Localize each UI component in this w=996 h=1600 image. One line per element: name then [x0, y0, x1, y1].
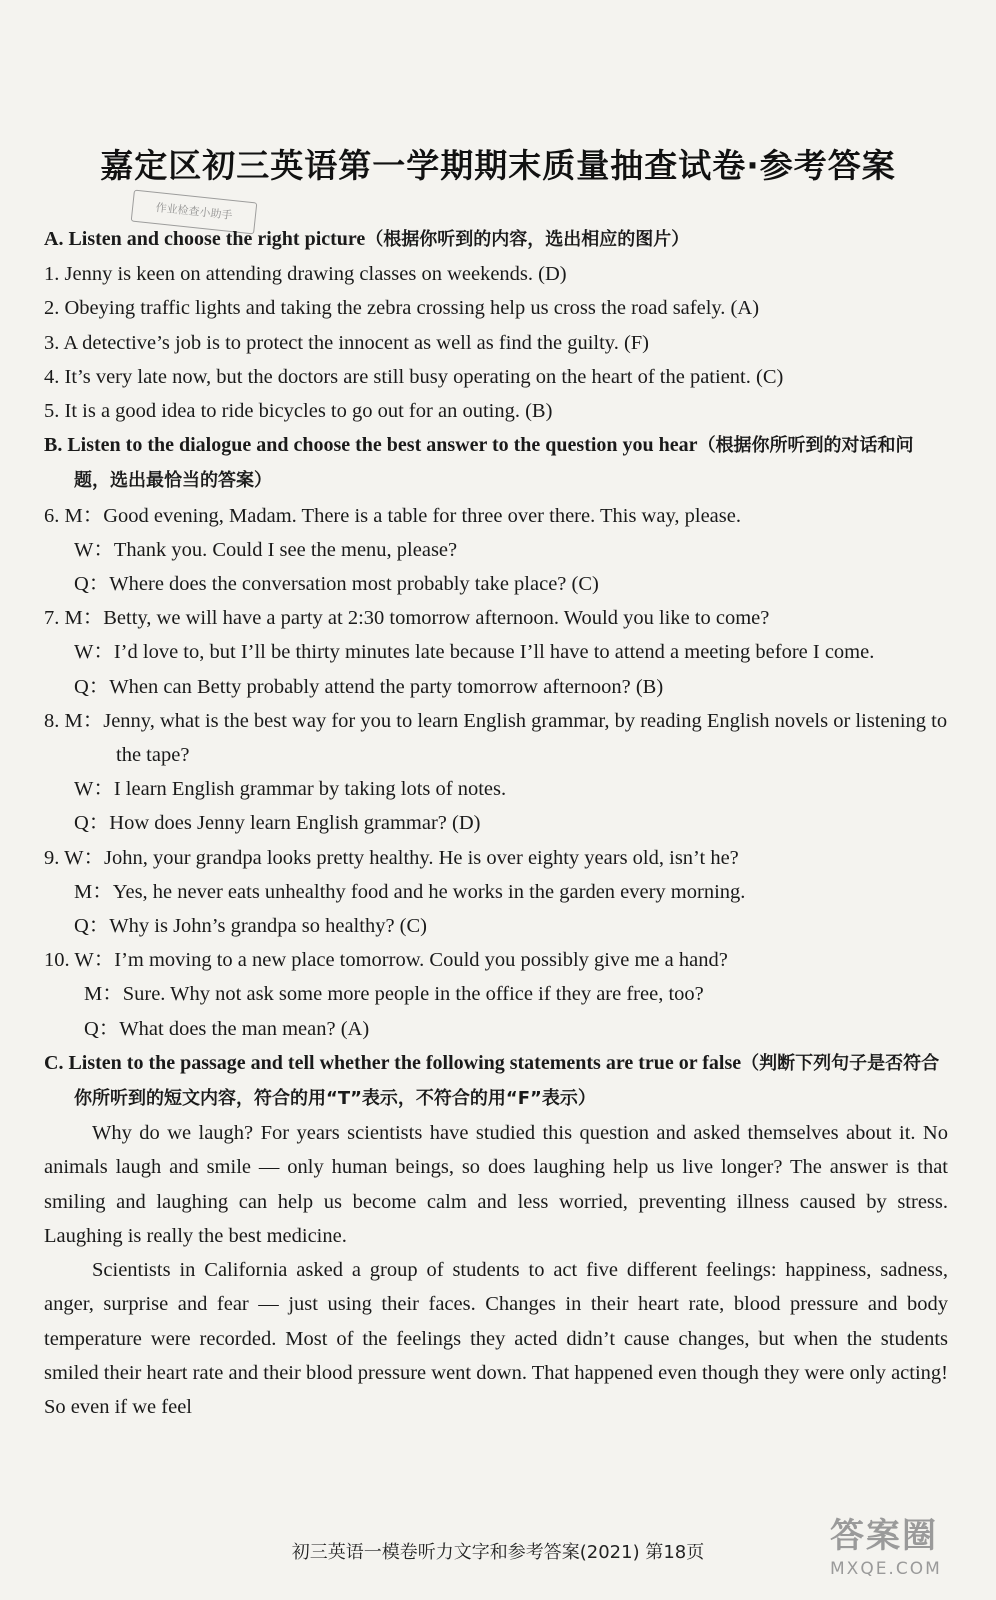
- stamp: 作业检查小助手: [131, 190, 258, 235]
- list-item: 2. Obeying traffic lights and taking the zebra crossing help us cross the road safely. (A): [44, 297, 760, 320]
- item-number: 8.: [44, 709, 60, 732]
- section-a-heading: A. Listen and choose the right picture（根据你听到的内容，选出相应的图片）: [44, 228, 690, 250]
- dialogue-line: W：I learn English grammar by taking lots of notes.: [74, 778, 507, 801]
- item-number: 9.: [44, 846, 60, 869]
- list-item: 3. A detective’s job is to protect the innocent as well as find the guilty. (F): [44, 331, 650, 354]
- list-item: 5. It is a good idea to ride bicycles to go out for an outing. (B): [44, 400, 553, 423]
- watermark-logo: 答案圈 MXQE.COM: [830, 1516, 942, 1579]
- dialogue-line: W：Thank you. Could I see the menu, please?: [74, 538, 458, 561]
- section-c-heading: C. Listen to the passage and tell whether the following statements are true or false（判断下列句子是否符合你所听到的短文内容，符合的用“T”表示，不符合的用“F”表示）: [44, 1051, 940, 1110]
- page-footer: 初三英语一模卷听力文字和参考答案(2021) 第18页: [291, 1542, 705, 1563]
- dialogue-line: M：Jenny, what is the best way for you to learn English grammar, by reading English novels or listening to the tape?: [64, 709, 948, 767]
- dialogue-item: [44, 841, 948, 944]
- dialogue-line: Q：What does the man mean? (A): [84, 1017, 370, 1040]
- passage-paragraph: Scientists in California asked a group of students to act five different feelings: happiness, sadness, anger, surprise and fear — just using their faces. Changes in their heart rate, blood pressure and body temperature were recorded. Most of the feelings they acted didn’t cause changes, but when the students smiled their heart rate and their blood pressure went down. That happened even though they were only acting! So even if we feel: [44, 1259, 948, 1418]
- dialogue-line: Q：When can Betty probably attend the party tomorrow afternoon? (B): [74, 675, 664, 698]
- dialogue-line: W：I’d love to, but I’ll be thirty minutes late because I’ll have to attend a meeting before I come.: [74, 641, 875, 664]
- item-number: 7.: [44, 607, 60, 630]
- dialogue-item: [44, 499, 948, 602]
- dialogue-item: [44, 943, 948, 1046]
- item-number: 10.: [44, 949, 70, 972]
- answer-content: [44, 222, 948, 1424]
- dialogue-line: M：Sure. Why not ask some more people in the office if they are free, too?: [84, 983, 704, 1006]
- dialogue-line: M：Yes, he never eats unhealthy food and he works in the garden every morning.: [74, 880, 746, 903]
- dialogue-item: [44, 704, 948, 841]
- dialogue-line: Q：How does Jenny learn English grammar? (D): [74, 812, 481, 835]
- list-item: 4. It’s very late now, but the doctors are still busy operating on the heart of the patient. (C): [44, 365, 784, 388]
- dialogue-line: W：John, your grandpa looks pretty healthy. He is over eighty years old, isn’t he?: [64, 846, 739, 869]
- section-b-heading: B. Listen to the dialogue and choose the best answer to the question you hear（根据你所听到的对话和问题，选出最恰当的答案）: [44, 434, 914, 492]
- dialogue-line: Q：Why is John’s grandpa so healthy? (C): [74, 915, 427, 938]
- list-item: 1. Jenny is keen on attending drawing classes on weekends. (D): [44, 263, 567, 286]
- dialogue-line: M：Good evening, Madam. There is a table for three over there. This way, please.: [64, 504, 741, 527]
- passage-paragraph: Why do we laugh? For years scientists have studied this question and asked themselves about it. No animals laugh and smile — only human beings, so does laughing help us live longer? The answer is that smiling and laughing can help us become calm and less worried, preventing illness caused by stress. Laughing is really the best medicine.: [44, 1122, 948, 1247]
- dialogue-line: M：Betty, we will have a party at 2:30 tomorrow afternoon. Would you like to come?: [64, 607, 770, 630]
- dialogue-line: Q：Where does the conversation most probably take place? (C): [74, 573, 599, 596]
- page-title: 嘉定区初三英语第一学期期末质量抽查试卷·参考答案: [100, 146, 896, 185]
- dialogue-line: W：I’m moving to a new place tomorrow. Could you possibly give me a hand?: [74, 949, 728, 972]
- dialogue-item: [44, 601, 948, 704]
- item-number: 6.: [44, 504, 60, 527]
